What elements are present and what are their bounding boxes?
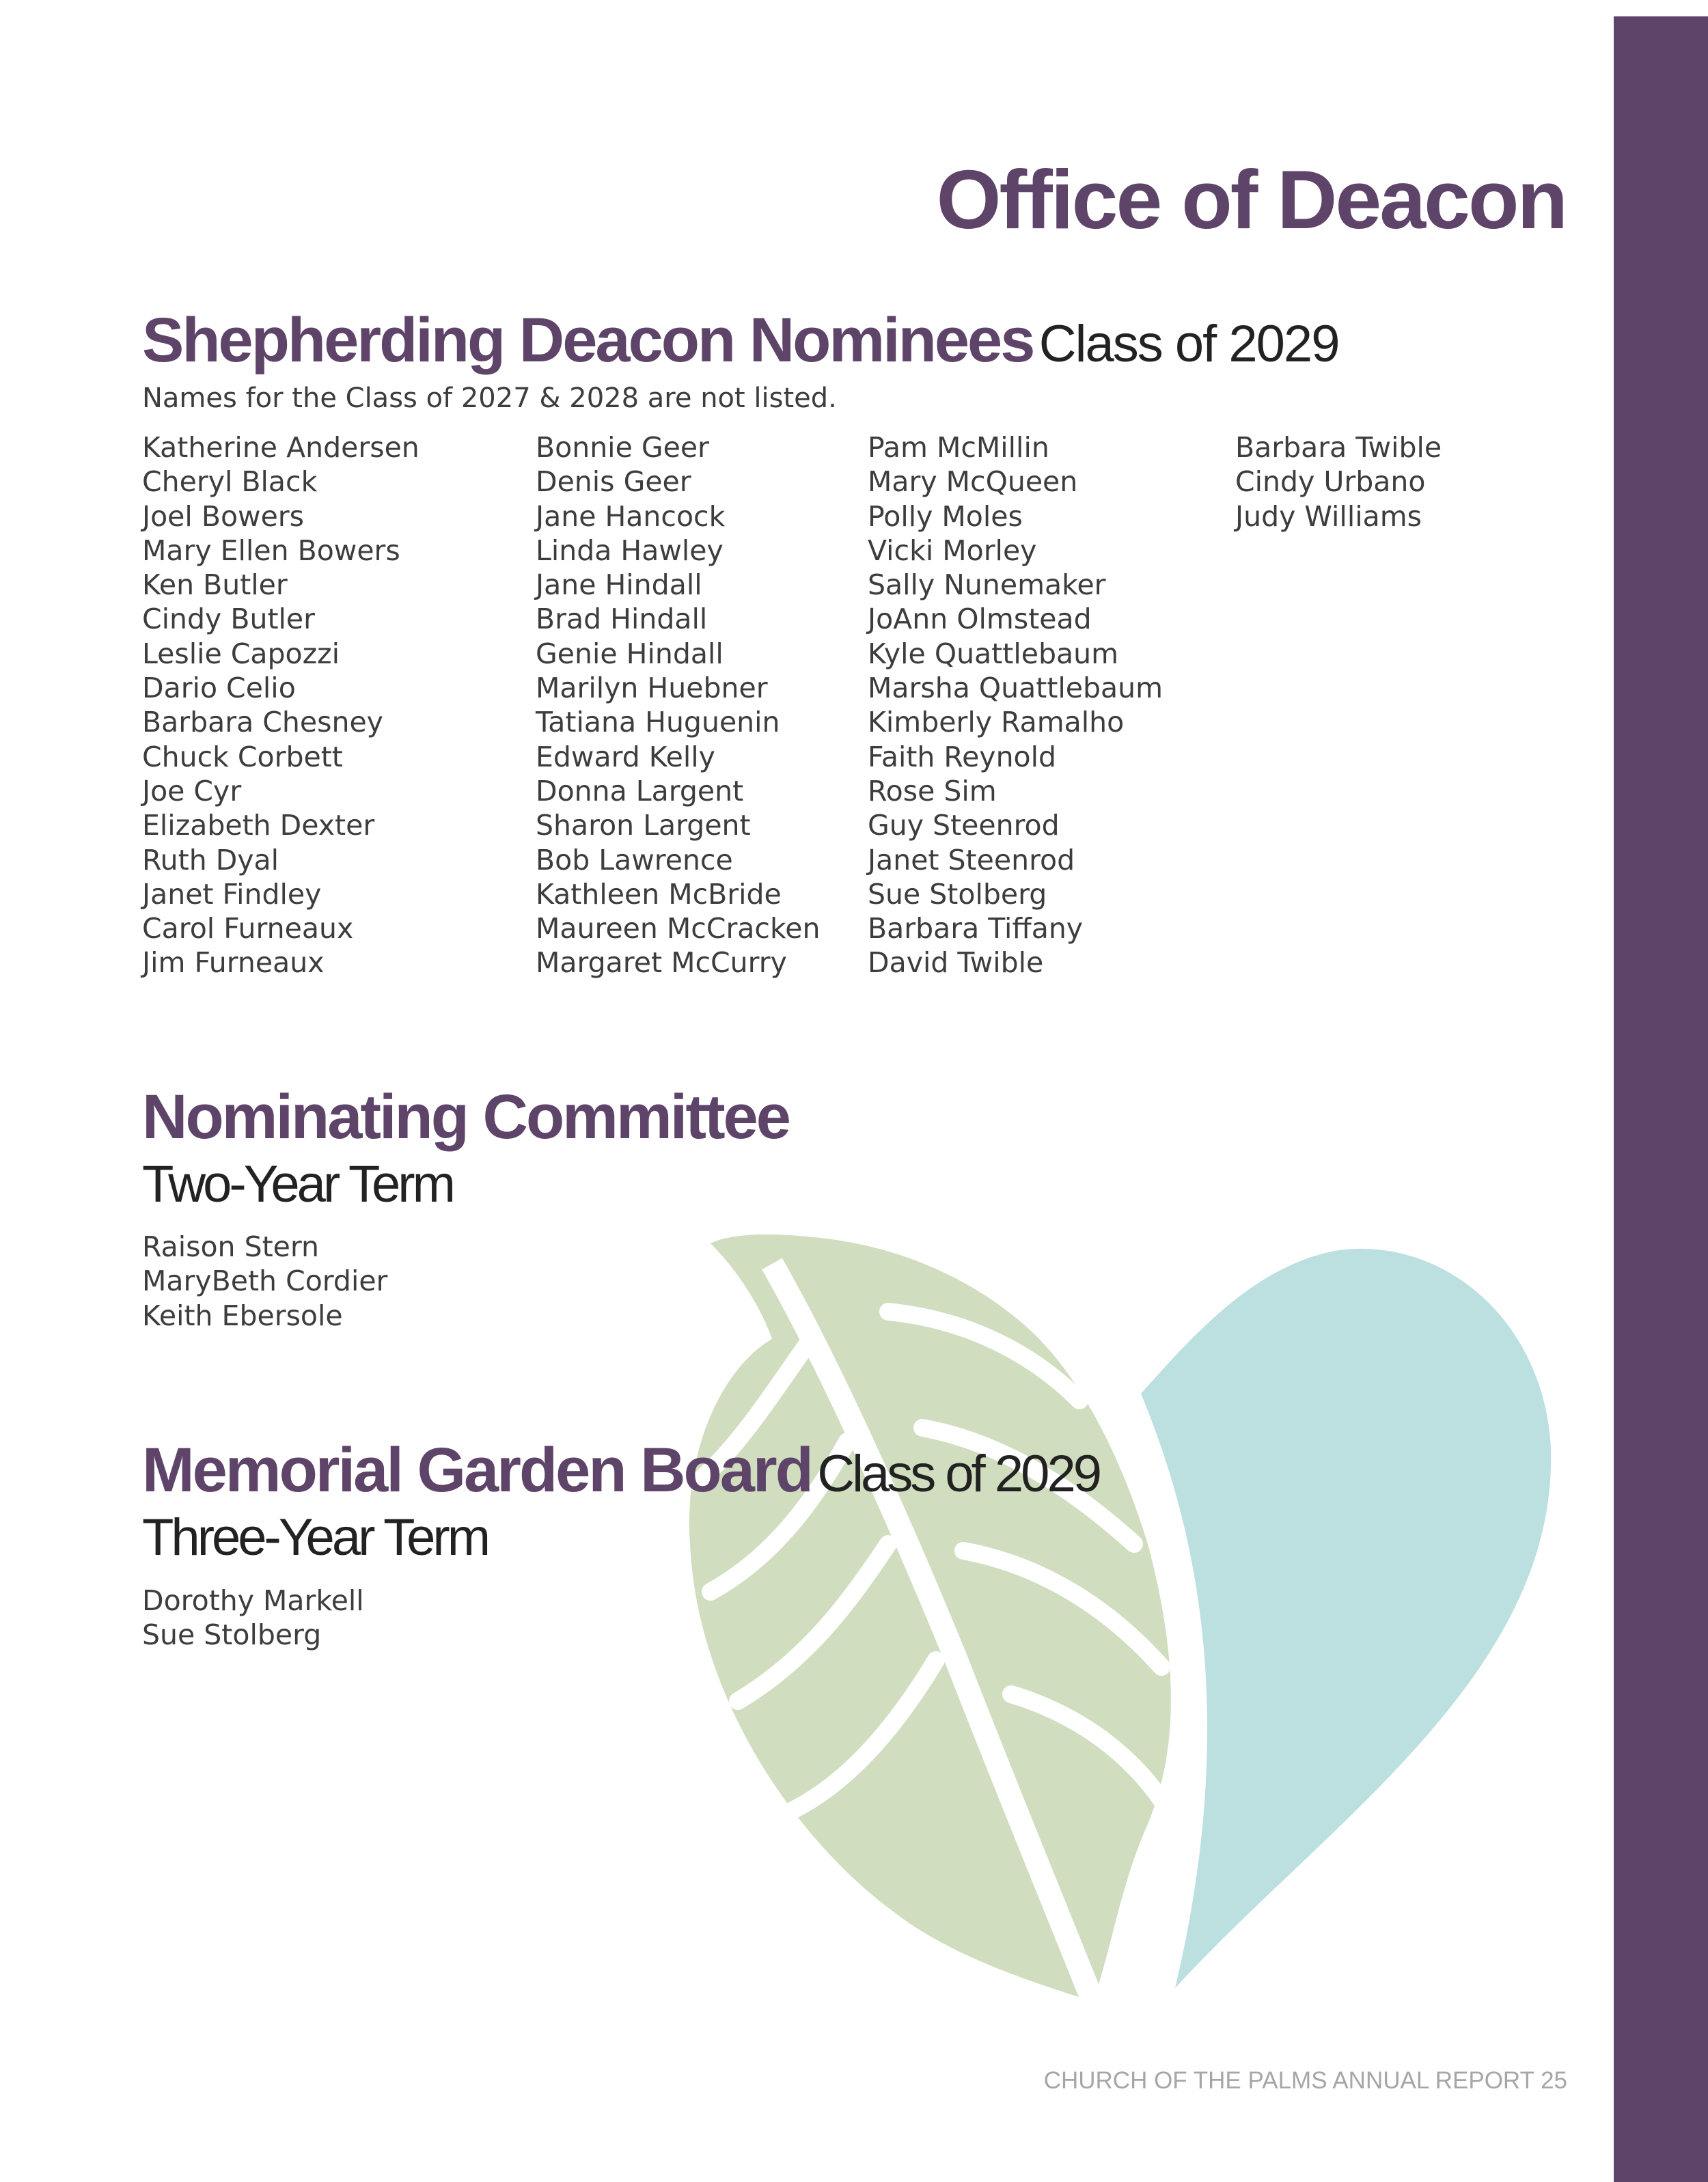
nominee-name: Katherine Andersen (142, 431, 419, 464)
nominee-name: Ruth Dyal (142, 843, 279, 876)
nominee-name: Guy Steenrod (868, 809, 1060, 842)
shepherding-note: Names for the Class of 2027 & 2028 are not listed. (142, 383, 837, 414)
nominee-name: Polly Moles (868, 499, 1023, 533)
nominee-name: Judy Williams (1235, 499, 1422, 533)
nominee-name: Sharon Largent (536, 809, 751, 842)
memorial-member-list (142, 1584, 364, 1653)
nominee-name: Faith Reynold (868, 740, 1057, 773)
nominating-term: Two-Year Term (142, 1155, 453, 1213)
nominee-column-4 (1235, 430, 1442, 534)
nominee-name: Leslie Capozzi (142, 637, 340, 670)
nominee-name: Barbara Twible (1235, 431, 1442, 464)
nominee-name: Dario Celio (142, 672, 296, 705)
nominee-name: Maureen McCracken (536, 912, 821, 945)
memorial-title: Memorial Garden Board (142, 1435, 812, 1505)
nominee-name: Elizabeth Dexter (142, 809, 375, 842)
nominee-name: Cindy Urbano (1235, 465, 1426, 499)
nominee-name: Tatiana Huguenin (536, 706, 780, 739)
nominee-name: Genie Hindall (536, 637, 724, 670)
nominee-name: JoAnn Olmstead (868, 603, 1092, 636)
nominee-name: Ken Butler (142, 568, 288, 602)
heart-half-shape (1141, 1249, 1551, 1988)
nominee-name: Linda Hawley (536, 534, 724, 567)
shepherding-title: Shepherding Deacon Nominees (142, 305, 1034, 375)
nominee-name: Joe Cyr (142, 774, 242, 807)
committee-member-name: MaryBeth Cordier (142, 1265, 388, 1298)
nominee-name: Kimberly Ramalho (868, 706, 1125, 739)
nominating-title: Nominating Committee (142, 1082, 789, 1152)
nominee-name: David Twible (868, 946, 1044, 980)
nominee-name: Janet Steenrod (868, 843, 1075, 876)
nominee-name: Sally Nunemaker (868, 568, 1106, 602)
nominee-name: Brad Hindall (536, 603, 708, 636)
nominee-name: Denis Geer (536, 465, 691, 499)
board-member-name: Dorothy Markell (142, 1584, 364, 1617)
nominee-name: Janet Findley (142, 877, 322, 911)
nominee-name: Barbara Tiffany (868, 912, 1084, 945)
nominee-name: Marilyn Huebner (536, 672, 768, 705)
nominee-name: Mary McQueen (868, 465, 1078, 499)
nominee-name: Jim Furneaux (142, 946, 325, 980)
nominee-name: Joel Bowers (142, 499, 305, 533)
memorial-class-label: Class of 2029 (817, 1445, 1099, 1503)
nominee-name: Barbara Chesney (142, 706, 383, 739)
page-footer (1044, 2067, 1567, 2095)
nominee-name: Pam McMillin (868, 431, 1049, 464)
nominee-name: Carol Furneaux (142, 912, 354, 945)
nominee-column-1 (142, 430, 419, 980)
nominee-name: Edward Kelly (536, 740, 715, 773)
nominee-name: Bonnie Geer (536, 431, 709, 464)
nominee-name: Marsha Quattlebaum (868, 672, 1163, 705)
nominee-name: Cindy Butler (142, 603, 315, 636)
nominee-name: Cheryl Black (142, 465, 318, 499)
committee-member-name: Keith Ebersole (142, 1299, 343, 1332)
nominating-member-list (142, 1230, 387, 1333)
nominee-name: Jane Hindall (536, 568, 702, 602)
nominee-name: Margaret McCurry (536, 946, 787, 980)
nominee-name: Jane Hancock (536, 499, 726, 533)
heart-leaf-graphic (670, 1223, 1571, 2015)
nominee-name: Mary Ellen Bowers (142, 534, 400, 567)
nominee-name: Bob Lawrence (536, 843, 733, 876)
nominee-name: Vicki Morley (868, 534, 1037, 567)
footer-text: CHURCH OF THE PALMS ANNUAL REPORT (1043, 2067, 1534, 2094)
nominee-name: Donna Largent (536, 774, 744, 807)
committee-member-name: Raison Stern (142, 1230, 320, 1263)
board-member-name: Sue Stolberg (142, 1618, 322, 1652)
shepherding-heading (142, 305, 1338, 376)
nominee-column-3 (868, 430, 1163, 980)
page-title: Office of Deacon (936, 153, 1566, 246)
nominee-name: Kathleen McBride (536, 877, 782, 911)
shepherding-class-label: Class of 2029 (1038, 315, 1339, 373)
nominee-name: Sue Stolberg (868, 877, 1047, 911)
nominee-name: Chuck Corbett (142, 740, 343, 773)
memorial-term: Three-Year Term (142, 1508, 488, 1566)
nominee-name: Rose Sim (868, 774, 997, 807)
memorial-heading (142, 1435, 1099, 1506)
side-accent-bar (1614, 16, 1708, 2182)
page-number: 25 (1541, 2067, 1567, 2094)
nominee-name: Kyle Quattlebaum (868, 637, 1119, 670)
nominee-column-2 (536, 430, 820, 980)
